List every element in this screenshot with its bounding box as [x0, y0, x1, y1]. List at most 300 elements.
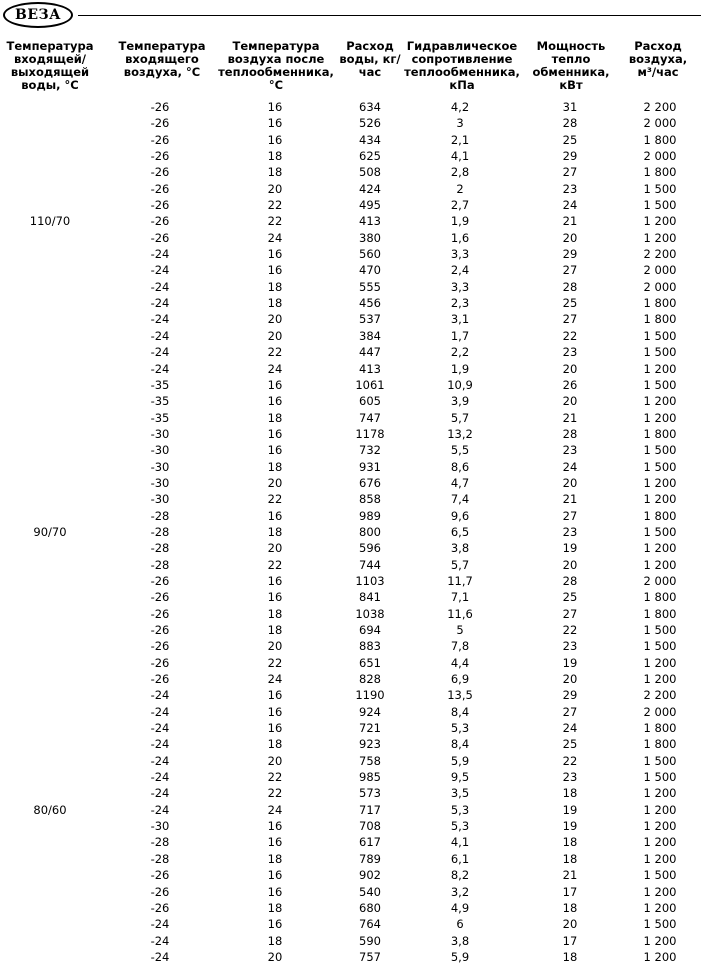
- cell-power: 21: [562, 868, 578, 883]
- cell-hydraulic-resistance: 5,5: [450, 443, 470, 458]
- table-row: [0, 851, 701, 867]
- cell-hydraulic-resistance: 2,8: [450, 165, 470, 180]
- cell-water-flow: 434: [359, 132, 381, 147]
- table-row: [0, 540, 701, 556]
- cell-power: 29: [562, 247, 578, 262]
- cell-water-flow: 1190: [355, 688, 385, 703]
- cell-air-in-temp: -28: [150, 541, 170, 556]
- cell-hydraulic-resistance: 2,7: [450, 198, 470, 213]
- cell-hydraulic-resistance: 4,1: [450, 835, 470, 850]
- cell-air-flow: 1 200: [643, 851, 677, 866]
- cell-power: 25: [562, 296, 578, 311]
- cell-air-out-temp: 16: [267, 100, 283, 114]
- cell-hydraulic-resistance: 7,8: [450, 639, 470, 654]
- cell-air-out-temp: 18: [267, 149, 283, 164]
- cell-power: 28: [562, 573, 578, 588]
- cell-air-flow: 1 200: [643, 933, 677, 948]
- cell-air-flow: 2 000: [643, 116, 677, 131]
- cell-air-in-temp: -35: [150, 377, 170, 392]
- header-rule: [78, 15, 701, 16]
- cell-water-flow: 841: [359, 590, 381, 605]
- cell-hydraulic-resistance: 4,7: [450, 475, 470, 490]
- cell-water-flow: 902: [359, 868, 381, 883]
- table-row: [0, 181, 701, 197]
- cell-power: 18: [562, 851, 578, 866]
- cell-hydraulic-resistance: 8,4: [450, 737, 470, 752]
- cell-power: 25: [562, 590, 578, 605]
- cell-air-flow: 1 200: [643, 361, 677, 376]
- cell-air-in-temp: -26: [150, 900, 170, 915]
- cell-water-flow: 384: [359, 328, 381, 343]
- table-row: [0, 785, 701, 801]
- cell-air-out-temp: 22: [267, 345, 283, 360]
- cell-power: 20: [562, 475, 578, 490]
- cell-air-out-temp: 18: [267, 623, 283, 637]
- cell-air-flow: 1 200: [643, 949, 677, 964]
- cell-air-out-temp: 18: [267, 737, 283, 752]
- veza-logo: ВЕЗА: [3, 2, 73, 28]
- table-row: [0, 736, 701, 752]
- cell-air-out-temp: 20: [267, 475, 283, 490]
- cell-hydraulic-resistance: 5,3: [450, 802, 470, 817]
- cell-hydraulic-resistance: 13,2: [447, 426, 473, 441]
- table-row: [0, 589, 701, 605]
- cell-air-flow: 1 200: [643, 410, 677, 425]
- cell-power: 31: [562, 100, 578, 114]
- cell-water-flow: 924: [359, 704, 381, 719]
- header-water-flow: Расход воды, кг/час: [339, 39, 401, 79]
- cell-hydraulic-resistance: 6,5: [450, 524, 470, 539]
- cell-power: 23: [562, 524, 578, 539]
- cell-air-flow: 2 000: [643, 704, 677, 719]
- cell-air-flow: 2 200: [643, 100, 677, 114]
- cell-air-flow: 1 800: [643, 508, 677, 523]
- cell-water-flow: 447: [359, 345, 381, 360]
- cell-air-out-temp: 16: [267, 263, 283, 278]
- cell-air-in-temp: -24: [150, 328, 170, 343]
- cell-air-flow: 1 500: [643, 181, 677, 196]
- cell-air-out-temp: 18: [267, 851, 283, 866]
- cell-water-flow: 1038: [355, 606, 385, 621]
- table-row: [0, 279, 701, 295]
- table-row: [0, 344, 701, 360]
- cell-air-out-temp: 16: [267, 835, 283, 850]
- cell-water-flow: 1103: [355, 573, 385, 588]
- cell-hydraulic-resistance: 10,9: [447, 377, 473, 392]
- cell-hydraulic-resistance: 2,4: [450, 263, 470, 278]
- cell-hydraulic-resistance: 6: [456, 917, 464, 932]
- cell-water-flow: 732: [359, 443, 381, 458]
- cell-air-in-temp: -35: [150, 394, 170, 409]
- cell-hydraulic-resistance: 8,2: [450, 868, 470, 883]
- cell-water-flow: 540: [359, 884, 381, 899]
- cell-power: 27: [562, 263, 578, 278]
- cell-power: 27: [562, 606, 578, 621]
- cell-air-in-temp: -30: [150, 426, 170, 441]
- header-air-flow: Расход воздуха, м³/час: [628, 39, 688, 79]
- cell-power: 18: [562, 900, 578, 915]
- cell-air-out-temp: 16: [267, 868, 283, 883]
- cell-water-flow: 573: [359, 786, 381, 801]
- cell-air-flow: 2 000: [643, 263, 677, 278]
- cell-air-flow: 1 800: [643, 426, 677, 441]
- table-row: [0, 638, 701, 654]
- cell-air-in-temp: -30: [150, 475, 170, 490]
- cell-air-in-temp: -24: [150, 770, 170, 785]
- cell-air-in-temp: -24: [150, 949, 170, 964]
- cell-air-flow: 1 500: [643, 639, 677, 654]
- cell-air-out-temp: 24: [267, 361, 283, 376]
- table-row: [0, 410, 701, 426]
- cell-air-flow: 1 500: [643, 770, 677, 785]
- header-air-out-temp: Температура воздуха после теплообменника, °С: [218, 39, 334, 92]
- cell-air-flow: 1 200: [643, 475, 677, 490]
- cell-air-out-temp: 18: [267, 900, 283, 915]
- cell-air-out-temp: 22: [267, 786, 283, 801]
- table-row: [0, 769, 701, 785]
- cell-air-out-temp: 16: [267, 508, 283, 523]
- cell-air-in-temp: -26: [150, 672, 170, 687]
- cell-air-flow: 1 500: [643, 328, 677, 343]
- cell-air-out-temp: 18: [267, 524, 283, 539]
- cell-water-flow: 537: [359, 312, 381, 327]
- cell-hydraulic-resistance: 2,1: [450, 132, 470, 147]
- cell-water-flow: 1178: [355, 426, 385, 441]
- cell-hydraulic-resistance: 5,7: [450, 557, 470, 572]
- cell-air-flow: 1 500: [643, 868, 677, 883]
- cell-power: 28: [562, 116, 578, 131]
- cell-water-flow: 560: [359, 247, 381, 262]
- cell-water-flow: 413: [359, 361, 381, 376]
- cell-hydraulic-resistance: 2,3: [450, 296, 470, 311]
- cell-power: 20: [562, 230, 578, 245]
- cell-air-in-temp: -24: [150, 263, 170, 278]
- cell-air-in-temp: -26: [150, 590, 170, 605]
- table-row: [0, 361, 701, 377]
- cell-air-out-temp: 20: [267, 312, 283, 327]
- cell-power: 23: [562, 770, 578, 785]
- cell-air-in-temp: -30: [150, 492, 170, 507]
- cell-hydraulic-resistance: 4,4: [450, 655, 470, 670]
- table-row: [0, 442, 701, 458]
- cell-air-flow: 1 500: [643, 443, 677, 458]
- cell-power: 27: [562, 312, 578, 327]
- cell-air-out-temp: 16: [267, 590, 283, 605]
- table-row: [0, 671, 701, 687]
- cell-water-flow: 694: [359, 623, 381, 637]
- data-table-body: [0, 99, 701, 965]
- cell-water-flow: 708: [359, 819, 381, 834]
- cell-power: 21: [562, 492, 578, 507]
- cell-water-flow: 590: [359, 933, 381, 948]
- table-row: [0, 867, 701, 883]
- cell-water-flow: 625: [359, 149, 381, 164]
- cell-air-flow: 2 000: [643, 573, 677, 588]
- table-row: [0, 687, 701, 703]
- cell-air-in-temp: -28: [150, 524, 170, 539]
- cell-water-flow: 526: [359, 116, 381, 131]
- cell-power: 23: [562, 639, 578, 654]
- cell-air-out-temp: 18: [267, 606, 283, 621]
- cell-power: 18: [562, 835, 578, 850]
- cell-hydraulic-resistance: 1,7: [450, 328, 470, 343]
- cell-hydraulic-resistance: 9,5: [450, 770, 470, 785]
- cell-air-flow: 1 800: [643, 296, 677, 311]
- table-row: [0, 818, 701, 834]
- cell-air-in-temp: -24: [150, 247, 170, 262]
- cell-power: 22: [562, 753, 578, 768]
- cell-air-in-temp: -26: [150, 214, 170, 229]
- cell-water-flow: 380: [359, 230, 381, 245]
- water-temp-group-label: 90/70: [33, 525, 67, 540]
- cell-hydraulic-resistance: 1,9: [450, 214, 470, 229]
- table-row: [0, 311, 701, 327]
- cell-air-in-temp: -26: [150, 655, 170, 670]
- cell-water-flow: 923: [359, 737, 381, 752]
- cell-power: 17: [562, 933, 578, 948]
- cell-air-out-temp: 24: [267, 230, 283, 245]
- cell-air-out-temp: 22: [267, 655, 283, 670]
- cell-air-out-temp: 22: [267, 557, 283, 572]
- cell-water-flow: 989: [359, 508, 381, 523]
- cell-hydraulic-resistance: 8,4: [450, 704, 470, 719]
- cell-air-flow: 1 200: [643, 230, 677, 245]
- cell-air-in-temp: -30: [150, 459, 170, 474]
- cell-hydraulic-resistance: 3,8: [450, 933, 470, 948]
- cell-hydraulic-resistance: 2: [456, 181, 464, 196]
- cell-hydraulic-resistance: 5,9: [450, 949, 470, 964]
- cell-air-flow: 1 200: [643, 655, 677, 670]
- cell-air-in-temp: -28: [150, 508, 170, 523]
- cell-power: 29: [562, 688, 578, 703]
- cell-air-flow: 1 200: [643, 541, 677, 556]
- cell-water-flow: 680: [359, 900, 381, 915]
- table-row: [0, 393, 701, 409]
- table-row: [0, 377, 701, 393]
- cell-air-in-temp: -26: [150, 198, 170, 213]
- cell-air-in-temp: -26: [150, 165, 170, 180]
- cell-power: 25: [562, 737, 578, 752]
- cell-air-in-temp: -30: [150, 443, 170, 458]
- cell-water-flow: 717: [359, 802, 381, 817]
- cell-air-out-temp: 22: [267, 770, 283, 785]
- cell-water-flow: 931: [359, 459, 381, 474]
- cell-water-flow: 555: [359, 279, 381, 294]
- cell-air-out-temp: 16: [267, 247, 283, 262]
- table-row: [0, 834, 701, 850]
- table-row: [0, 295, 701, 311]
- cell-air-flow: 2 000: [643, 149, 677, 164]
- cell-hydraulic-resistance: 4,9: [450, 900, 470, 915]
- cell-power: 20: [562, 672, 578, 687]
- cell-hydraulic-resistance: 8,6: [450, 459, 470, 474]
- cell-air-in-temp: -30: [150, 819, 170, 834]
- table-row: [0, 884, 701, 900]
- table-row: [0, 328, 701, 344]
- cell-air-flow: 1 800: [643, 590, 677, 605]
- cell-power: 27: [562, 704, 578, 719]
- cell-air-flow: 1 500: [643, 459, 677, 474]
- cell-hydraulic-resistance: 4,1: [450, 149, 470, 164]
- table-row: [0, 622, 701, 638]
- cell-air-flow: 1 200: [643, 900, 677, 915]
- table-row: [0, 704, 701, 720]
- cell-air-out-temp: 18: [267, 459, 283, 474]
- cell-hydraulic-resistance: 1,9: [450, 361, 470, 376]
- table-row: [0, 508, 701, 524]
- cell-air-in-temp: -24: [150, 279, 170, 294]
- cell-power: 19: [562, 819, 578, 834]
- cell-hydraulic-resistance: 6,1: [450, 851, 470, 866]
- cell-hydraulic-resistance: 2,2: [450, 345, 470, 360]
- cell-hydraulic-resistance: 3,5: [450, 786, 470, 801]
- cell-water-flow: 858: [359, 492, 381, 507]
- cell-air-out-temp: 16: [267, 573, 283, 588]
- cell-air-flow: 1 800: [643, 312, 677, 327]
- cell-air-in-temp: -24: [150, 737, 170, 752]
- cell-hydraulic-resistance: 5,9: [450, 753, 470, 768]
- cell-water-flow: 424: [359, 181, 381, 196]
- cell-air-out-temp: 18: [267, 933, 283, 948]
- cell-air-in-temp: -26: [150, 100, 170, 114]
- cell-air-in-temp: -24: [150, 802, 170, 817]
- cell-air-out-temp: 22: [267, 214, 283, 229]
- cell-air-flow: 1 500: [643, 917, 677, 932]
- cell-power: 27: [562, 508, 578, 523]
- table-row: [0, 475, 701, 491]
- cell-air-flow: 2 000: [643, 279, 677, 294]
- cell-air-out-temp: 16: [267, 426, 283, 441]
- cell-power: 28: [562, 426, 578, 441]
- cell-air-out-temp: 24: [267, 802, 283, 817]
- cell-air-flow: 1 200: [643, 884, 677, 899]
- cell-air-in-temp: -26: [150, 623, 170, 637]
- cell-air-in-temp: -26: [150, 116, 170, 131]
- cell-hydraulic-resistance: 7,4: [450, 492, 470, 507]
- cell-hydraulic-resistance: 11,6: [447, 606, 473, 621]
- cell-hydraulic-resistance: 3: [456, 116, 464, 131]
- cell-water-flow: 634: [359, 100, 381, 114]
- cell-water-flow: 456: [359, 296, 381, 311]
- cell-air-out-temp: 18: [267, 296, 283, 311]
- cell-air-out-temp: 16: [267, 819, 283, 834]
- cell-water-flow: 764: [359, 917, 381, 932]
- cell-air-flow: 1 500: [643, 524, 677, 539]
- cell-air-flow: 1 500: [643, 753, 677, 768]
- cell-air-out-temp: 16: [267, 884, 283, 899]
- cell-power: 19: [562, 802, 578, 817]
- cell-air-flow: 1 200: [643, 786, 677, 801]
- cell-air-in-temp: -24: [150, 296, 170, 311]
- table-row: [0, 573, 701, 589]
- cell-hydraulic-resistance: 5: [456, 623, 464, 637]
- cell-air-out-temp: 20: [267, 328, 283, 343]
- cell-hydraulic-resistance: 3,3: [450, 247, 470, 262]
- table-row: [0, 115, 701, 131]
- cell-air-out-temp: 20: [267, 949, 283, 964]
- cell-air-in-temp: -24: [150, 721, 170, 736]
- table-row: [0, 802, 701, 818]
- cell-power: 21: [562, 214, 578, 229]
- cell-hydraulic-resistance: 6,9: [450, 672, 470, 687]
- cell-air-in-temp: -28: [150, 835, 170, 850]
- cell-water-flow: 413: [359, 214, 381, 229]
- cell-air-out-temp: 16: [267, 377, 283, 392]
- cell-air-flow: 1 500: [643, 198, 677, 213]
- cell-air-in-temp: -24: [150, 917, 170, 932]
- cell-air-flow: 1 800: [643, 721, 677, 736]
- cell-power: 21: [562, 410, 578, 425]
- cell-water-flow: 757: [359, 949, 381, 964]
- cell-power: 23: [562, 345, 578, 360]
- cell-air-out-temp: 16: [267, 394, 283, 409]
- cell-air-in-temp: -35: [150, 410, 170, 425]
- table-row: [0, 916, 701, 932]
- cell-power: 28: [562, 279, 578, 294]
- cell-power: 19: [562, 541, 578, 556]
- cell-air-flow: 1 500: [643, 345, 677, 360]
- cell-hydraulic-resistance: 13,5: [447, 688, 473, 703]
- cell-air-out-temp: 20: [267, 753, 283, 768]
- cell-hydraulic-resistance: 1,6: [450, 230, 470, 245]
- cell-air-in-temp: -28: [150, 557, 170, 572]
- cell-air-flow: 1 200: [643, 557, 677, 572]
- cell-air-in-temp: -24: [150, 345, 170, 360]
- cell-water-flow: 596: [359, 541, 381, 556]
- cell-air-out-temp: 18: [267, 165, 283, 180]
- cell-air-flow: 1 800: [643, 737, 677, 752]
- cell-power: 23: [562, 181, 578, 196]
- table-row: [0, 655, 701, 671]
- cell-air-flow: 1 200: [643, 835, 677, 850]
- cell-power: 23: [562, 443, 578, 458]
- cell-air-in-temp: -26: [150, 639, 170, 654]
- cell-air-in-temp: -26: [150, 868, 170, 883]
- cell-air-out-temp: 24: [267, 672, 283, 687]
- cell-air-out-temp: 22: [267, 492, 283, 507]
- cell-air-in-temp: -24: [150, 933, 170, 948]
- cell-air-in-temp: -24: [150, 786, 170, 801]
- table-row: [0, 459, 701, 475]
- cell-water-flow: 605: [359, 394, 381, 409]
- cell-water-flow: 651: [359, 655, 381, 670]
- cell-hydraulic-resistance: 5,3: [450, 721, 470, 736]
- cell-air-in-temp: -26: [150, 132, 170, 147]
- cell-air-flow: 1 200: [643, 214, 677, 229]
- table-row: [0, 262, 701, 278]
- cell-air-out-temp: 16: [267, 917, 283, 932]
- cell-power: 25: [562, 132, 578, 147]
- cell-air-flow: 1 800: [643, 165, 677, 180]
- table-row: [0, 230, 701, 246]
- cell-power: 20: [562, 557, 578, 572]
- cell-air-in-temp: -26: [150, 181, 170, 196]
- table-row: [0, 148, 701, 164]
- cell-air-flow: 1 200: [643, 802, 677, 817]
- cell-power: 24: [562, 198, 578, 213]
- cell-power: 20: [562, 394, 578, 409]
- cell-hydraulic-resistance: 9,6: [450, 508, 470, 523]
- cell-power: 19: [562, 655, 578, 670]
- cell-water-flow: 617: [359, 835, 381, 850]
- table-row: [0, 557, 701, 573]
- cell-power: 17: [562, 884, 578, 899]
- cell-water-flow: 747: [359, 410, 381, 425]
- cell-air-out-temp: 16: [267, 443, 283, 458]
- cell-hydraulic-resistance: 5,7: [450, 410, 470, 425]
- cell-air-in-temp: -26: [150, 149, 170, 164]
- header-water-temp: Температура входящей/ выходящей воды, °С: [6, 39, 94, 92]
